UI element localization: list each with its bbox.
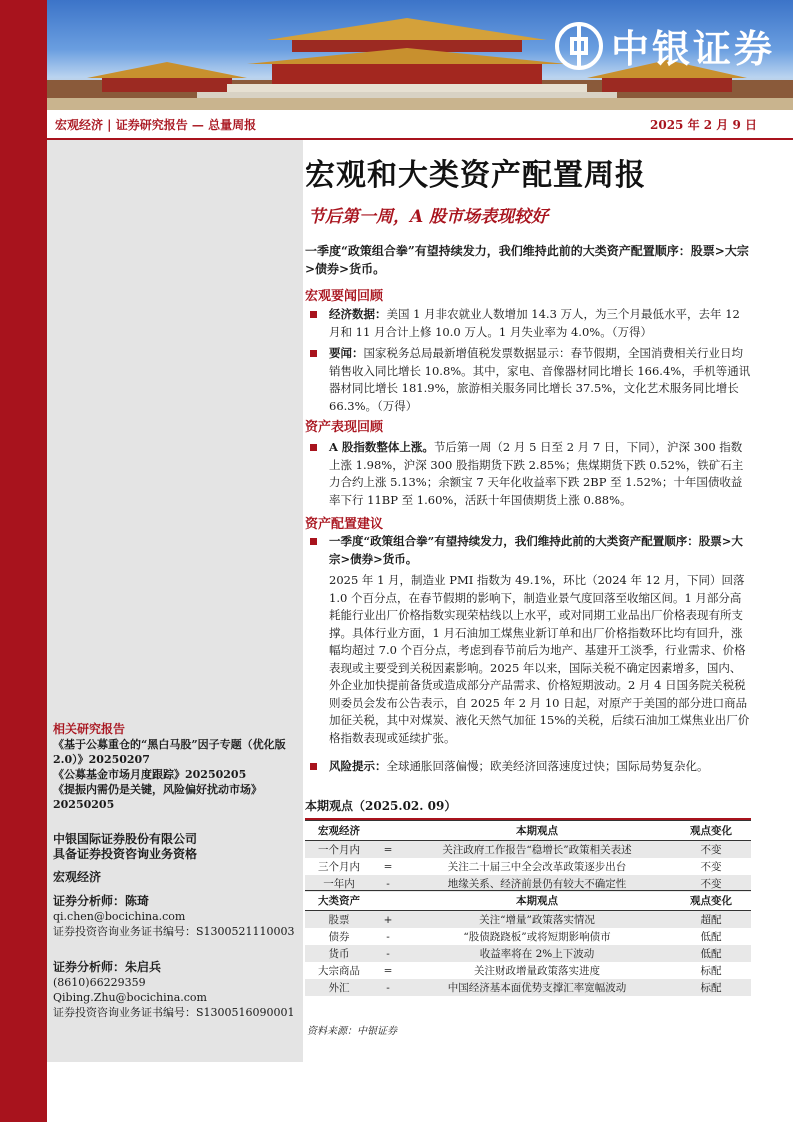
analyst-phone: (8610)66229359: [53, 976, 146, 989]
bullet-allocation: [310, 533, 751, 568]
table-cell: 标配: [671, 979, 751, 996]
allocation-paragraph: 2025 年 1 月，制造业 PMI 指数为 49.1%，环比（2024 年 12 月，下同）回落 1.0 个百分点，在春节假期的影响下，制造业景气度回落至收缩区间。1 月部分高耗能行业出厂价格指数实现荣枯线以上水平，或对同期工业品出厂价格表现有所支撑。具体行业方面，1 月石油加工煤焦业新订单和出厂价格指数环比均有回升，涨幅均超过 7.0 个百分点，考虑到春节前后为地产、基建开工淡季，行业需求、价格表现或主要受到关税因素影响。2025 年以来，国际关税不确定因素增多，国内、外企业加快提前备货或造成部分产品需求、价格短期波动。2 月 4 日国务院关税税则委员会发布公告表示，自 2025 年 2 月 10 日起，对原产于美国的部分进口商品加征关税，其中对煤炭、液化天然气加征 15%的关税，后续石油加工煤焦业出厂价格指数表现或延续扩张。: [329, 573, 750, 745]
related-report-item[interactable]: 《公募基金市场月度跟踪》20250205: [53, 768, 247, 781]
table-header: [373, 891, 403, 911]
bullet-label: 经济数据：: [329, 307, 387, 321]
bullet-risk: [310, 758, 751, 776]
table-cell: 收益率将在 2%上下波动: [403, 945, 671, 962]
table-cell: -: [373, 945, 403, 962]
analyst-email[interactable]: qi.chen@bocichina.com: [53, 910, 186, 923]
table-cell: 超配: [671, 911, 751, 929]
table-row: [305, 928, 751, 945]
related-reports-title: 相关研究报告: [53, 722, 126, 736]
table-cell: 股票: [305, 911, 373, 929]
table-header: 观点变化: [671, 821, 751, 841]
section-title-macro: 宏观要闻回顾: [305, 289, 384, 304]
bullet-label: 一季度“政策组合拳”有望持续发力，我们维持此前的大类资产配置顺序：股票>大宗>债券>货币。: [329, 534, 743, 566]
analyst-cert: 证券投资咨询业务证书编号：S1300516090001: [53, 1006, 295, 1019]
table-row: [305, 945, 751, 962]
bullet-square-icon: [310, 350, 317, 357]
table-cell: 不变: [671, 875, 751, 892]
table-header: 本期观点: [403, 821, 671, 841]
table-cell: =: [373, 841, 403, 859]
bullet-label: A 股指数整体上涨。: [329, 440, 434, 454]
analyst-2: [53, 960, 301, 1020]
page-subtitle: 节后第一周，A 股市场表现较好: [308, 207, 549, 227]
analyst-email[interactable]: Qibing.Zhu@bocichina.com: [53, 991, 207, 1004]
bank-logo-icon: [555, 22, 603, 70]
report-category: 宏观经济 | 证券研究报告 — 总量周报: [55, 118, 257, 132]
table-row: [305, 962, 751, 979]
company-name: 中银国际证券股份有限公司: [53, 832, 198, 846]
table-cell: 一年内: [305, 875, 373, 892]
view-table-title: 本期观点（2025.02. 09）: [305, 797, 751, 820]
bullet-square-icon: [310, 538, 317, 545]
section-title-asset-performance: 资产表现回顾: [305, 420, 384, 435]
table-cell: 低配: [700, 931, 722, 943]
table-cell: 货币: [305, 945, 373, 962]
analyst-role: 证券分析师：朱启兵: [53, 960, 162, 974]
table-cell: 中国经济基本面优势支撑汇率宽幅波动: [403, 979, 671, 996]
table-cell: 关注政府工作报告“稳增长”政策相关表述: [403, 841, 671, 859]
brand-logo: [555, 18, 775, 73]
company-qualification: 具备证券投资咨询业务资格: [53, 847, 198, 861]
table-cell: +: [373, 911, 403, 929]
bullet-text: 节后第一周（2 月 5 日至 2 月 7 日，下同），沪深 300 指数上涨 1.98%，沪深 300 股指期货下跌 2.85%；焦煤期货下跌 0.52%，铁矿石主力合约上涨 5.13%；余额宝 7 天年化收益率下跌 2BP 至 1.52%；十年国债收益率下行 11BP 至 1.60%，活跃十年国债期货上涨 0.88%。: [329, 440, 744, 507]
bullet-economic-data: [310, 306, 751, 341]
section-title-allocation: 资产配置建议: [305, 517, 384, 532]
header-banner: [47, 0, 793, 110]
table-cell: =: [383, 860, 393, 873]
page-title: 宏观和大类资产配置周报: [305, 158, 646, 193]
company-info: [53, 832, 293, 885]
table-row: [305, 841, 751, 859]
macro-view-table: [305, 820, 751, 892]
table-cell: 不变: [700, 861, 722, 873]
table-cell: 低配: [671, 945, 751, 962]
lead-summary: 一季度“政策组合拳”有望持续发力，我们维持此前的大类资产配置顺序：股票>大宗>债券>货币。: [305, 244, 749, 276]
bullet-text: 国家税务总局最新增值税发票数据显示：春节假期，全国消费相关行业日均销售收入同比增长 10.8%。其中，家电、音像器材同比增长 166.4%，手机等通讯器材同比增长 181.9%，旅游相关服务同比增长 37.5%，文化艺术服务同比增长 66.3%。（万得）: [329, 346, 751, 413]
analyst-role: 证券分析师：陈琦: [53, 894, 150, 908]
asset-view-table: [305, 890, 751, 996]
table-cell: 关注财政增量政策落实进度: [474, 965, 600, 977]
table-cell: =: [383, 964, 393, 977]
table-header: 本期观点: [403, 891, 671, 911]
bullet-news: [310, 345, 751, 415]
table-cell: 债券: [328, 931, 350, 943]
bullet-square-icon: [310, 444, 317, 451]
table-header: 宏观经济: [305, 821, 373, 841]
table-cell: “股债跷跷板”或将短期影响债市: [463, 931, 611, 943]
bullet-square-icon: [310, 311, 317, 318]
related-report-item[interactable]: 《提振内需仍是关键，风险偏好扰动市场》20250205: [53, 783, 262, 811]
related-report-item[interactable]: 《基于公募重仓的“黑白马股”因子专题（优化版 2.0）》20250207: [53, 738, 286, 766]
related-reports: [53, 722, 293, 812]
table-cell: 三个月内: [318, 861, 360, 873]
bullet-text: 全球通胀回落偏慢；欧美经济回落速度过快；国际局势复杂化。: [386, 759, 709, 773]
table-cell: -: [386, 930, 390, 943]
bullet-label: 风险提示：: [329, 759, 387, 773]
table-cell: 标配: [700, 965, 722, 977]
brand-name: 中银证券: [610, 27, 775, 71]
table-cell: 不变: [671, 841, 751, 859]
left-red-bar: [0, 0, 47, 1122]
table-row: [305, 858, 751, 875]
bullet-text: 美国 1 月非农就业人数增加 14.3 万人，为三个月最低水平，去年 12 月和 11 月合计上修 10.0 万人。1 月失业率为 4.0%。（万得）: [329, 307, 740, 339]
table-header: [373, 821, 403, 841]
report-header-strip: [47, 110, 793, 140]
table-cell: 关注二十届三中全会改革政策逐步出台: [447, 861, 627, 873]
table-cell: 地缘关系、经济前景仍有较大不确定性: [403, 875, 671, 892]
table-row: [305, 911, 751, 929]
analyst-cert: 证券投资咨询业务证书编号：S1300521110003: [53, 925, 295, 938]
table-cell: -: [373, 979, 403, 996]
bullet-label: 要闻：: [329, 346, 364, 360]
table-cell: 一个月内: [305, 841, 373, 859]
table-header: 大类资产: [305, 891, 373, 911]
table-source-note: 资料来源：中银证券: [307, 1026, 397, 1037]
report-date: 2025 年 2 月 9 日: [650, 118, 757, 132]
table-header: 观点变化: [671, 891, 751, 911]
table-cell: 大宗商品: [318, 965, 360, 977]
sidebar: [47, 140, 303, 1062]
table-cell: 外汇: [305, 979, 373, 996]
bullet-square-icon: [310, 763, 317, 770]
research-field: 宏观经济: [53, 870, 102, 884]
table-row: [305, 979, 751, 996]
table-cell: -: [373, 875, 403, 892]
analyst-1: [53, 894, 301, 939]
bullet-asset-performance: [310, 439, 751, 509]
table-cell: 关注“增量”政策落实情况: [403, 911, 671, 929]
